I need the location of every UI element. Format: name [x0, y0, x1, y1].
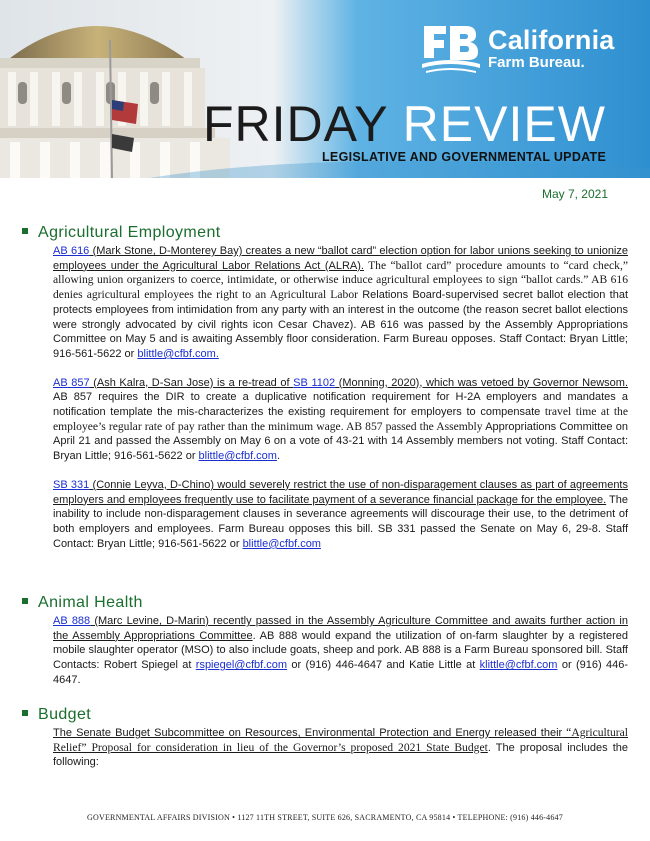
- news-item-ab616: AB 616 (Mark Stone, D-Monterey Bay) creates a new “ballot card” election option for labor unions seeking to unionize employees under the Agricultural Labor Relations Act (ALRA). The “ballot card” procedure amounts to “card check,” allowing union organizers to coerce, intimidate, or otherwise induce agricultural employees to sign “ballot cards.” AB 616 denies agricultural employees the right to an Agricultural Labor Relations Board-supervised secret ballot election that protects employees from intimidation from any party with an interest in the outcome (the reason secret ballot elections were strongly advocated by civil rights icon Cesar Chavez). AB 616 was passed by the Assembly Appropriations Committee on May 5 and is awaiting Assembly floor consideration. Farm Bureau opposes. Staff Contact: Bryan Little; 916-561-5622 or blittle@cfbf.com.: [53, 245, 629, 360]
- bill-link-ab888[interactable]: AB 888: [53, 615, 91, 627]
- news-item-sb331: SB 331 (Connie Leyva, D-Chino) would severely restrict the use of non-disparagement clauses as part of agreements employers and employees frequently use to facilitate payment of a severance financial package for the employee. The inability to include non-disparagement clauses in severance agreements will discourage their use, to the detriment of both employers and employees. Farm Bureau opposes this bill. SB 331 passed the Senate on May 6, 29-8. Staff Contact: Bryan Little; 916-561-5622 or blittle@cfbf.com: [53, 478, 628, 550]
- email-link-rspiegel[interactable]: rspiegel@cfbf.com: [195, 659, 288, 672]
- section-heading: Animal Health: [22, 594, 622, 612]
- newsletter-subtitle: LEGISLATIVE AND GOVERNMENTAL UPDATE: [322, 150, 607, 164]
- news-item-budget: The Senate Budget Subcommittee on Resources, Environmental Protection and Energy released their “Agricultural Relief” Proposal for consideration in lieu of the Governor’s proposed 2021 State Budget. The proposal includes the following:: [53, 726, 628, 769]
- section-agricultural-employment: [22, 224, 629, 551]
- fb-logo-mark-icon: [422, 22, 480, 74]
- section-heading: Budget: [22, 706, 622, 724]
- news-item-ab888: AB 888 (Marc Levine, D-Marin) recently passed in the Assembly Agriculture Committee and awaits further action in the Assembly Appropriations Committee. AB 888 would expand the utilization of on-farm slaughter by a registered mobile slaughter operator (MSO) to also include goats, sheep and pork. AB 888 is a Farm Bureau sponsored bill. Staff Contacts: Robert Spiegel at rspiegel@cfbf.com or (916) 446-4647 and Katie Little at klittle@cfbf.com or (916) 446-4647.: [53, 615, 629, 686]
- section-heading: Agricultural Employment: [22, 224, 622, 242]
- newsletter-title: [203, 96, 606, 152]
- title-word-review: REVIEW: [402, 96, 606, 152]
- email-link-blittle[interactable]: blittle@cfbf.com: [242, 537, 321, 550]
- issue-date: May 7, 2021: [541, 187, 608, 201]
- title-word-friday: FRIDAY: [203, 96, 388, 152]
- news-item-ab857: AB 857 (Ash Kalra, D-San Jose) is a re-tread of SB 1102 (Monning, 2020), which was vetoed by Governor Newsom. AB 857 requires the DIR to create a duplicative notification requirement for H-2A employers and mandates a notification template the mis-characterizes the existing requirement for employers to compensate travel time at the employee’s regular rate of pay rather than the minimum wage. AB 857 passed the Assembly Appropriations Committee on April 21 and passed the Assembly on May 6 on a vote of 43-21 with 14 Assembly members not voting. Staff Contact: Bryan Little; 916-561-5622 or blittle@cfbf.com.: [53, 376, 629, 463]
- page-footer: GOVERNMENTAL AFFAIRS DIVISION • 1127 11TH STREET, SUITE 626, SACRAMENTO, CA 95814 • TELEPHONE: (916) 446-4647: [87, 813, 563, 822]
- square-bullet-icon: [22, 710, 28, 716]
- logo-name-line1: California: [488, 25, 615, 55]
- square-bullet-icon: [22, 598, 28, 604]
- email-link-klittle[interactable]: klittle@cfbf.com: [479, 659, 558, 672]
- bill-link-sb331[interactable]: SB 331: [53, 478, 90, 491]
- section-budget: [22, 706, 628, 770]
- logo-name-line2: Farm Bureau.: [488, 54, 585, 71]
- farm-bureau-logo: [422, 22, 632, 82]
- header-banner: [0, 0, 650, 178]
- section-animal-health: [22, 594, 629, 688]
- bill-link-ab616[interactable]: AB 616: [53, 245, 90, 257]
- bill-link-sb1102[interactable]: SB 1102: [293, 376, 336, 389]
- email-link-blittle[interactable]: blittle@cfbf.com.: [137, 347, 219, 360]
- square-bullet-icon: [22, 228, 28, 234]
- email-link-blittle[interactable]: blittle@cfbf.com: [198, 450, 277, 463]
- bill-link-ab857[interactable]: AB 857: [53, 376, 90, 389]
